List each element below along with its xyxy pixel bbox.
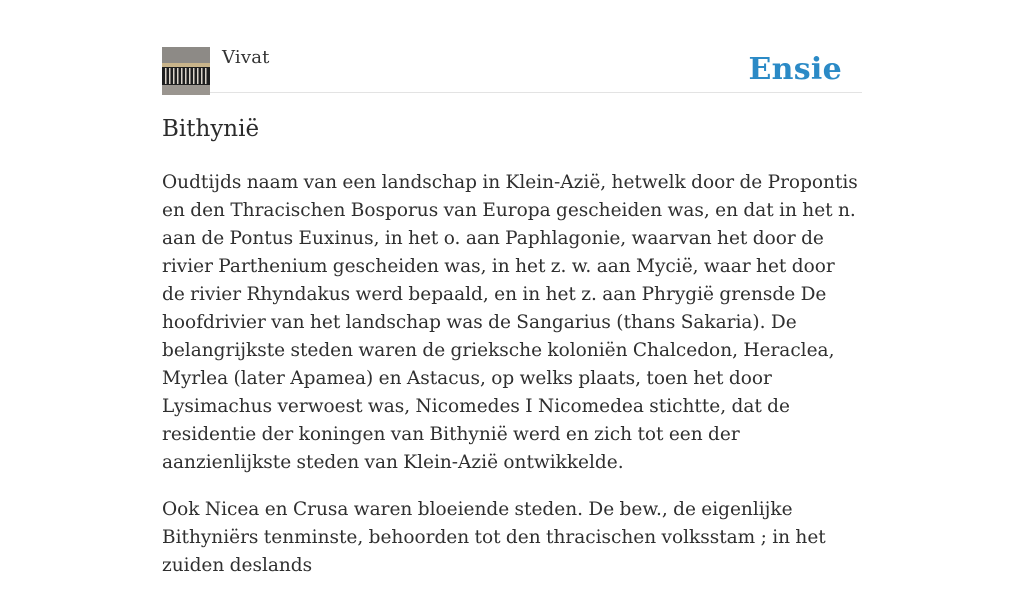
avatar-image bbox=[162, 47, 210, 95]
site-header bbox=[162, 46, 862, 93]
article-body bbox=[162, 169, 862, 599]
article-title: Bithynië bbox=[162, 116, 260, 142]
author-avatar[interactable] bbox=[162, 47, 210, 95]
article-paragraph: Ook Nicea en Crusa waren bloeiende steden. De bew., de eigenlijke Bithyniërs tenminste, behoorden tot den thracischen volksstam ; in het zuiden deslands bbox=[162, 499, 826, 576]
brand-logo[interactable]: Ensie bbox=[748, 52, 842, 87]
article-paragraph: Oudtijds naam van een landschap in Klein-Azië, hetwelk door de Propontis en den Thracischen Bosporus van Europa gescheiden was, en dat in het n. aan de Pontus Euxinus, in het o. aan Paphlagonie, waarvan het door de rivier Parthenium gescheiden was, in het z. w. aan Mycië, waar het door de rivier Rhyndakus werd bepaald, en in het z. aan Phrygië grensde De hoofdrivier van het landschap was de Sangarius (thans Sakaria). De belangrijkste steden waren de grieksche koloniën Chalcedon, Heraclea, Myrlea (later Apamea) en Astacus, op welks plaats, toen het door Lysimachus verwoest was, Nicomedes I Nicomedea stichtte, dat de residentie der koningen van Bithynië werd en zich tot een der aanzienlijkste steden van Klein-Azië ontwikkelde. bbox=[162, 172, 858, 473]
author-name[interactable]: Vivat bbox=[222, 47, 270, 68]
